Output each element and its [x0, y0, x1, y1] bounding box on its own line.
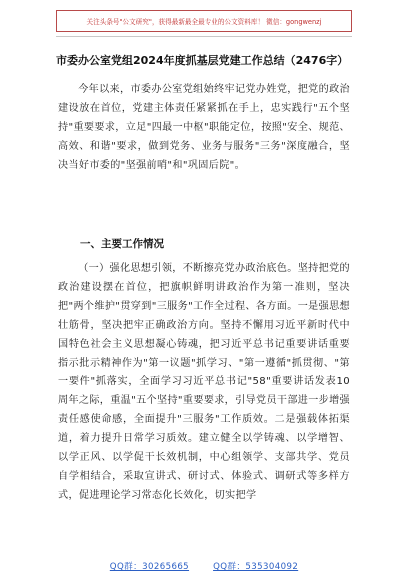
- intro-paragraph: 今年以来，市委办公室党组始终牢记党办姓党，把党的政治建设放在首位，党建主体责任紧紧抓在手上，忠实践行"五个坚持"重要要求，立足"四最一中枢"职能定位，按照"安全、规范、高效、和谐"要求，做到党务、业务与服务"三务"深度融合，坚决当好市委的"坚强前哨"和"巩固后院"。: [58, 84, 350, 171]
- header-divider: [56, 36, 352, 37]
- document-title: 市委办公室党组2024年度抓基层党建工作总结（2476字）: [56, 54, 349, 67]
- section-heading: 一、主要工作情况: [80, 238, 164, 250]
- qq-group-link-2[interactable]: QQ群：535304092: [213, 562, 299, 572]
- body-paragraph: （一）强化思想引领，不断擦亮党办政治底色。坚持把党的政治建设摆在首位，把旗帜鲜明讲政治作为第一准则，坚决把"两个维护"贯穿到"三服务"工作全过程、各方面。一是强思想壮筋骨，坚决把牢正确政治方向。坚持不懈用习近平新时代中国特色社会主义思想凝心铸魂，把习近平总书记重要讲话重要指示批示精神作为"第一议题"抓学习、"第一遵循"抓贯彻、"第一要件"抓落实，全面学习习近平总书记"58"重要讲话发表10周年之际，重温"五个坚持"重要要求，引导党员干部进一步增强责任感使命感，全面提升"三服务"工作质效。二是强载体拓渠道，着力提升日常学习质效。建立健全以学铸魂、以学增智、以学正风、以学促干长效机制，中心组领学、支部共学、党员自学相结合，采取宣讲式、研讨式、体验式、调研式等多样方式，促进理论学习常态化长效化，切实把学: [58, 263, 350, 501]
- footer-links: [0, 560, 408, 572]
- promo-banner-text: 关注头条号"公文研究"，获得最新最全最专业的公文资料库！ 微信：gongwenzj: [86, 18, 322, 26]
- promo-banner: [56, 10, 352, 32]
- qq-group-link-1[interactable]: QQ群：30265665: [109, 562, 190, 572]
